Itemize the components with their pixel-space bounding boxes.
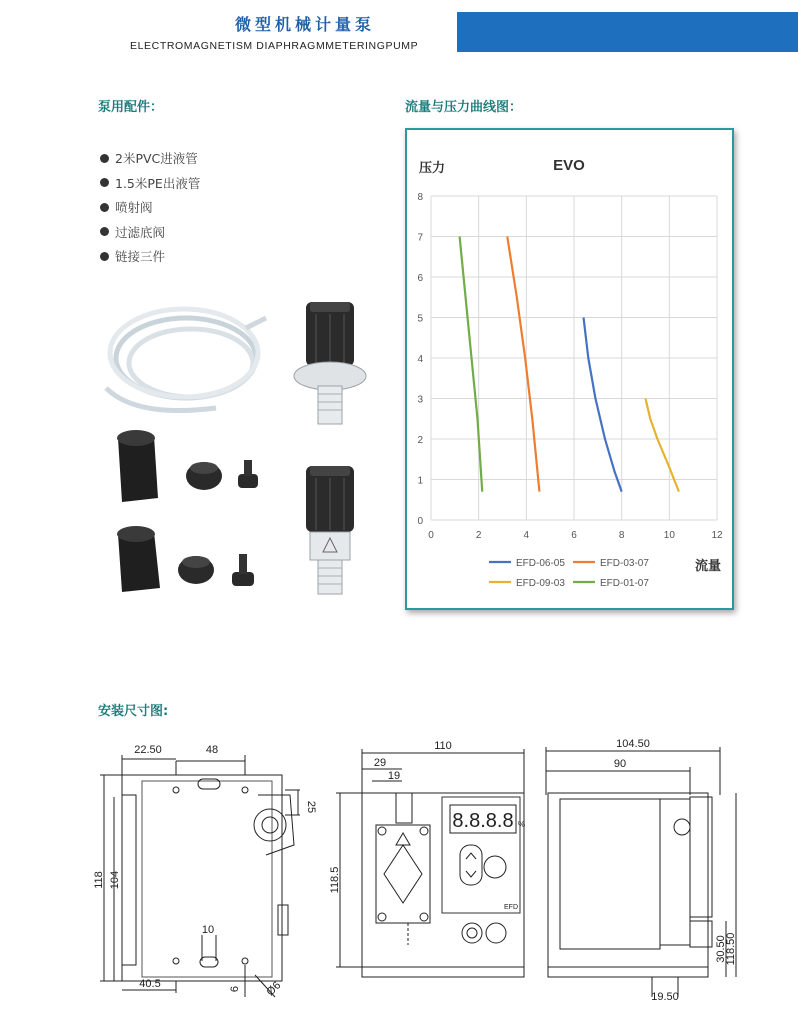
y-tick-label: 6 [417, 273, 423, 284]
list-item: 链接三件 [100, 244, 200, 269]
legend-label: EFD-09-03 [516, 578, 565, 589]
list-item: 2米PVC进液管 [100, 146, 200, 171]
dim-label: 118.5 [329, 866, 341, 894]
injection-valve-image [294, 302, 366, 424]
y-tick-label: 2 [417, 435, 423, 446]
dim-label: 6 [229, 985, 241, 993]
series-line-EFD-09-03 [646, 399, 679, 492]
x-axis-label: 流量 [695, 558, 722, 573]
y-tick-label: 7 [417, 232, 423, 244]
series-line-EFD-06-05 [584, 318, 622, 492]
dim-label: 22.50 [134, 744, 162, 756]
y-tick-label: 8 [417, 192, 423, 203]
y-tick-label: 0 [417, 516, 423, 527]
dim-label: 19 [387, 770, 401, 782]
x-tick-label: 12 [711, 530, 723, 541]
series-line-EFD-03-07 [507, 237, 539, 492]
dim-label: 19.50 [651, 991, 679, 1003]
accessories-list [100, 146, 200, 269]
bullet-icon [100, 252, 109, 261]
led-display: 8.8.8.8 [452, 810, 514, 832]
display-unit: % [518, 820, 526, 829]
y-tick-label: 3 [417, 394, 423, 406]
y-tick-label: 5 [417, 313, 423, 325]
x-tick-label: 6 [571, 530, 577, 541]
injection-valve-image [306, 466, 354, 594]
dim-label: 118 [93, 871, 105, 889]
list-item: 过滤底阀 [100, 220, 200, 245]
page-title: 微型机械计量泵 [234, 15, 375, 34]
dim-label: 40.5 [139, 978, 161, 990]
x-tick-label: 0 [428, 530, 434, 541]
dim-label: 10 [201, 924, 215, 936]
y-axis-label: 压力 [419, 160, 446, 175]
dim-label: 29 [373, 757, 387, 769]
page-subtitle: ELECTROMAGNETISM DIAPHRAGMMETERINGPUMP [130, 40, 419, 52]
bullet-icon [100, 203, 109, 212]
accessories-photos [96, 288, 396, 608]
mount-dimension-drawing [90, 735, 335, 1005]
header-accent-bar [457, 12, 798, 52]
list-item: 喷射阀 [100, 195, 200, 220]
list-item: 1.5米PE出液管 [100, 171, 200, 196]
dim-label: 118.50 [725, 932, 737, 966]
dim-label: 48 [205, 744, 219, 756]
fittings-image [117, 430, 258, 502]
legend-label: EFD-06-05 [516, 558, 565, 569]
bullet-icon [100, 154, 109, 163]
dim-label: Ø6 [264, 979, 284, 999]
fittings-image [117, 526, 254, 592]
chart-title: EVO [553, 157, 585, 174]
x-tick-label: 4 [523, 530, 530, 541]
chart-card [405, 128, 734, 610]
x-tick-label: 2 [475, 530, 482, 541]
accessories-title: 泵用配件： [98, 100, 164, 115]
dim-label: 104.50 [616, 738, 650, 750]
flow-pressure-chart [407, 130, 732, 608]
chart-section-title: 流量与压力曲线图： [405, 100, 523, 115]
x-tick-label: 8 [618, 530, 625, 541]
pvc-tubing-image [106, 309, 266, 411]
x-tick-label: 10 [663, 530, 675, 541]
legend-label: EFD-03-07 [600, 558, 649, 569]
dim-label: 90 [613, 758, 627, 770]
legend-label: EFD-01-07 [600, 578, 649, 589]
dimensions-title: 安装尺寸图: [98, 704, 169, 719]
bullet-icon [100, 227, 109, 236]
y-tick-label: 1 [417, 475, 423, 487]
dim-label: 104 [109, 870, 121, 890]
profile-dimension-drawing [540, 735, 740, 1005]
panel-dimension-drawing [329, 735, 532, 1005]
y-tick-label: 4 [417, 354, 423, 365]
small-label: EFD [504, 904, 518, 911]
dim-label: 30.50 [715, 935, 727, 963]
dim-label: 25 [305, 800, 317, 814]
bullet-icon [100, 178, 109, 187]
dim-label: 110 [434, 740, 452, 752]
